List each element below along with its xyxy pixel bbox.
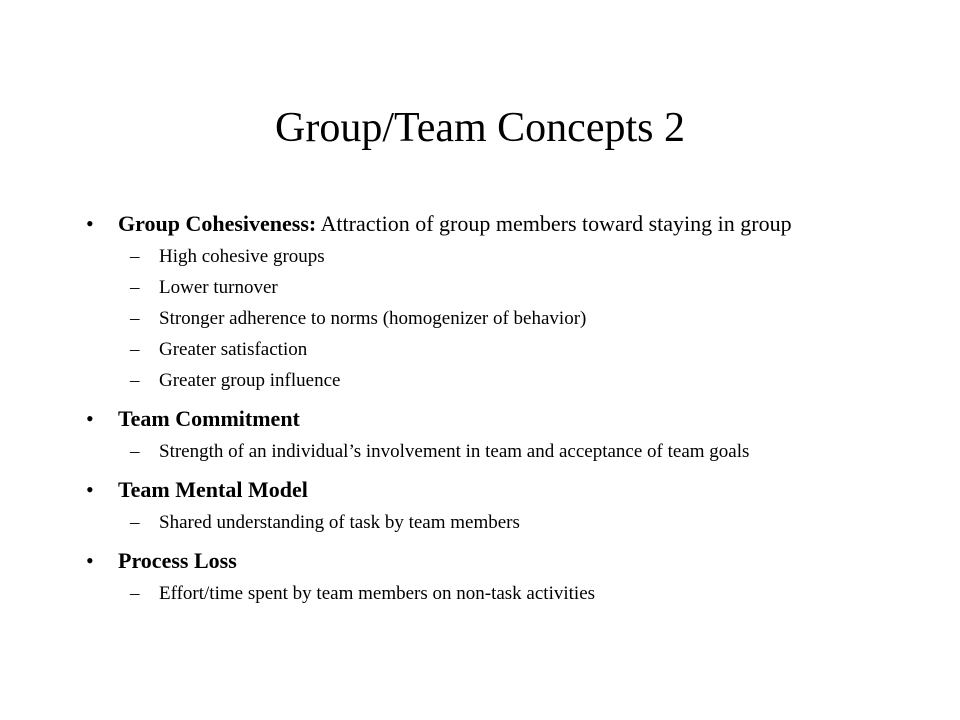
bullet-term: Team Commitment <box>118 406 300 431</box>
sub-list <box>84 441 864 462</box>
dash-icon: – <box>130 339 140 360</box>
sub-item-text: High cohesive groups <box>159 246 325 267</box>
sub-item <box>84 370 864 391</box>
bullet-icon: • <box>86 406 94 431</box>
sub-item-text: Strength of an individual’s involvement in team and acceptance of team goals <box>159 441 750 462</box>
dash-icon: – <box>130 370 140 391</box>
sub-list <box>84 246 864 391</box>
bullet-list <box>84 212 864 604</box>
bullet-term: Group Cohesiveness: <box>118 211 317 236</box>
dash-icon: – <box>130 441 140 462</box>
bullet-definition: Attraction of group members toward staying in group <box>316 211 792 236</box>
sub-item-text: Effort/time spent by team members on non-task activities <box>159 583 596 604</box>
bullet-item-team-commitment <box>84 407 864 431</box>
dash-icon: – <box>130 583 140 604</box>
slide-title: Group/Team Concepts 2 <box>275 105 685 151</box>
sub-item <box>84 441 864 462</box>
dash-icon: – <box>130 308 140 329</box>
sub-item-text: Greater satisfaction <box>159 339 308 360</box>
bullet-term: Team Mental Model <box>118 477 308 502</box>
sub-list <box>84 512 864 533</box>
sub-item <box>84 308 864 329</box>
bullet-item-group-cohesiveness <box>84 212 864 236</box>
sub-item <box>84 583 864 604</box>
bullet-item-team-mental-model <box>84 478 864 502</box>
bullet-item-process-loss <box>84 549 864 573</box>
sub-item <box>84 512 864 533</box>
sub-list <box>84 583 864 604</box>
sub-item <box>84 277 864 298</box>
bullet-term: Process Loss <box>118 548 237 573</box>
dash-icon: – <box>130 277 140 298</box>
sub-item <box>84 339 864 360</box>
bullet-icon: • <box>86 548 94 573</box>
bullet-icon: • <box>86 477 94 502</box>
dash-icon: – <box>130 246 140 267</box>
sub-item-text: Greater group influence <box>159 370 341 391</box>
dash-icon: – <box>130 512 140 533</box>
sub-item-text: Lower turnover <box>159 277 278 298</box>
sub-item <box>84 246 864 267</box>
sub-item-text: Shared understanding of task by team members <box>159 512 520 533</box>
bullet-icon: • <box>86 211 94 236</box>
sub-item-text: Stronger adherence to norms (homogenizer of behavior) <box>159 308 587 329</box>
